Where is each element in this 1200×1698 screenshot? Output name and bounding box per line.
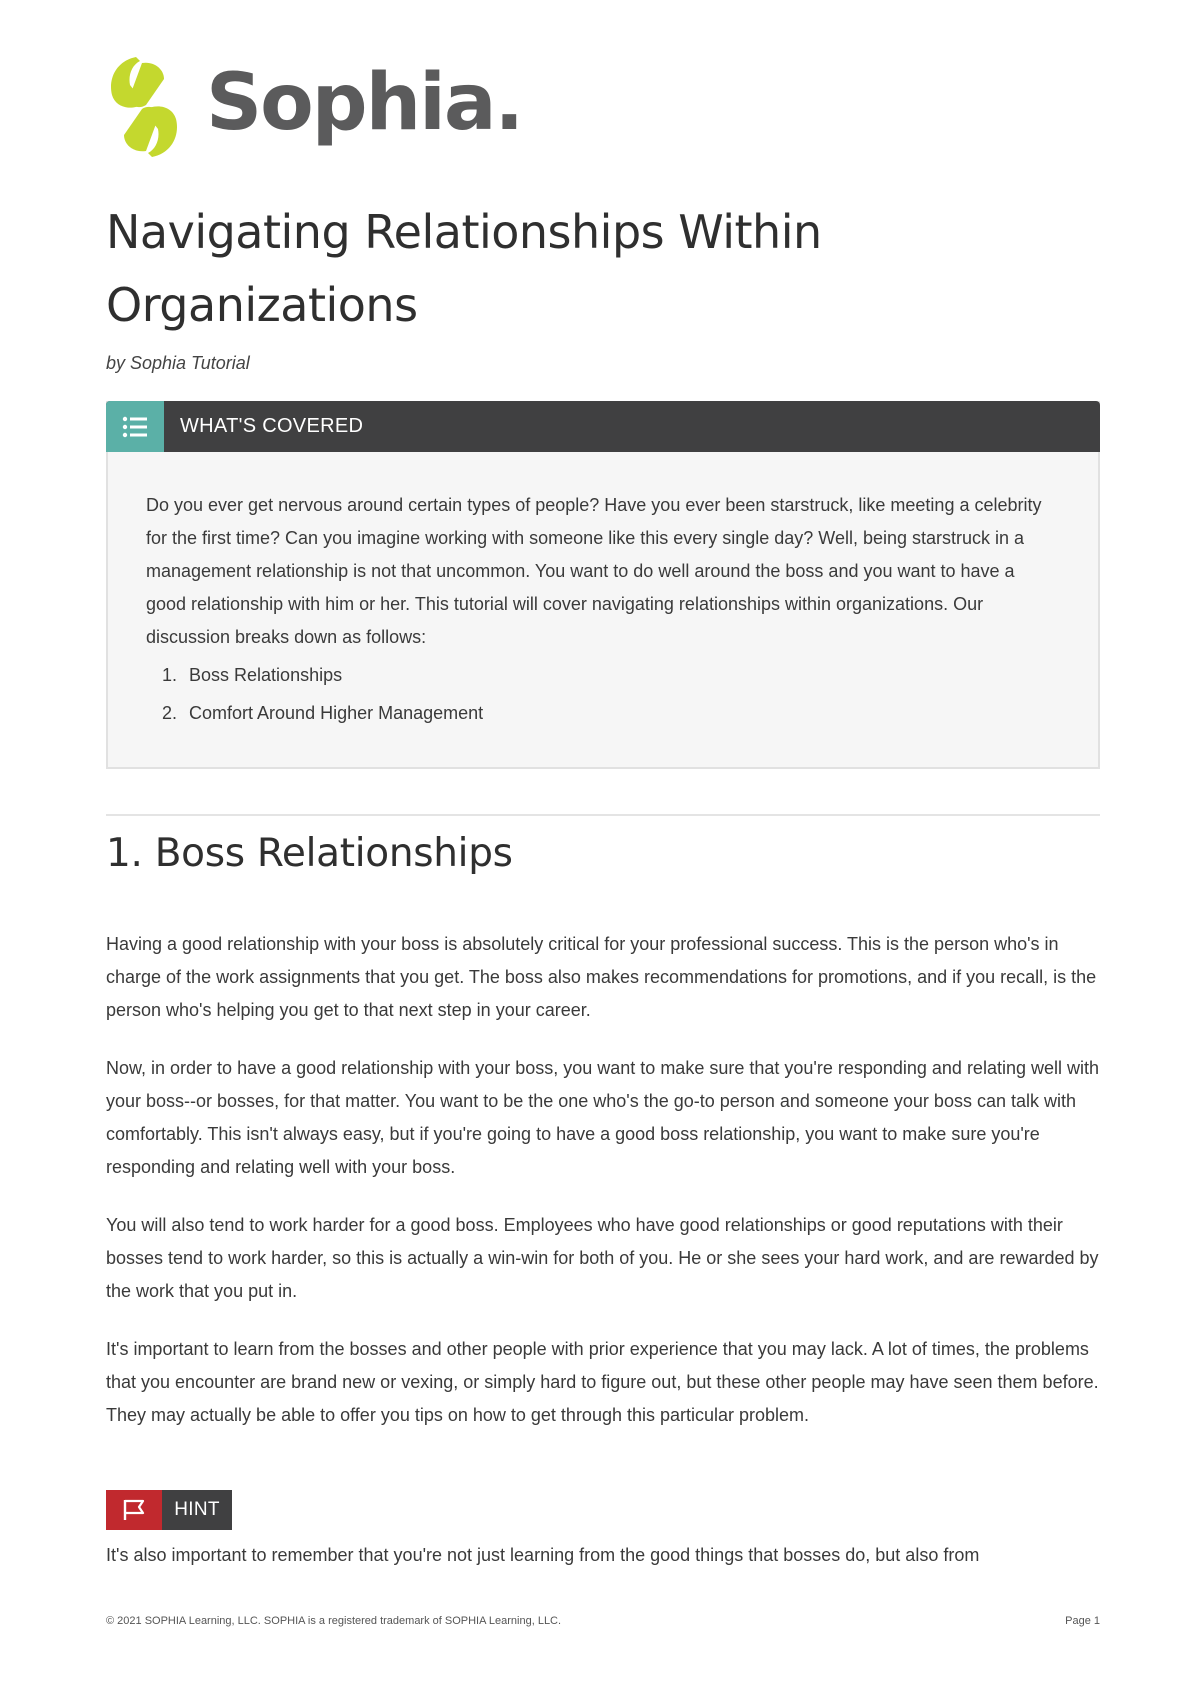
hint-callout bbox=[106, 1490, 232, 1530]
sophia-logo-text: Sophia. bbox=[206, 58, 523, 148]
section-heading-boss-relationships: 1. Boss Relationships bbox=[106, 831, 513, 876]
whats-covered-list bbox=[162, 656, 483, 732]
copyright-notice: © 2021 SOPHIA Learning, LLC. SOPHIA is a registered trademark of SOPHIA Learning, LLC. bbox=[106, 1615, 562, 1627]
list-item: 2. Comfort Around Higher Management bbox=[162, 703, 484, 723]
sophia-logo bbox=[106, 54, 522, 160]
hint-text: It's also important to remember that you're not just learning from the good things that bosses do, but also from bbox=[106, 1545, 980, 1565]
page-number: Page 1 bbox=[1065, 1615, 1100, 1627]
paragraph: You will also tend to work harder for a good boss. Employees who have good relationships or good reputations with their bosses tend to work harder, so this is actually a win-win for both of you. He or she sees your hard work, and are rewarded by the work that you put in. bbox=[106, 1215, 1099, 1301]
section-divider bbox=[106, 814, 1100, 816]
flag-icon bbox=[106, 1490, 162, 1530]
hint-label: HINT bbox=[162, 1490, 232, 1530]
page-footer bbox=[106, 1615, 1100, 1627]
whats-covered-label: WHAT'S COVERED bbox=[180, 415, 364, 437]
list-icon bbox=[106, 401, 164, 452]
whats-covered-header bbox=[106, 401, 1100, 452]
whats-covered-box bbox=[106, 401, 1100, 769]
paragraph: Having a good relationship with your boss is absolutely critical for your professional success. This is the person who's in charge of the work assignments that you get. The boss also makes recommendations for promotions, and if you recall, is the person who's helping you get to that next step in your career. bbox=[106, 934, 1097, 1020]
list-item: 1. Boss Relationships bbox=[162, 665, 343, 685]
page-title: Navigating Relationships Within Organizations bbox=[106, 205, 822, 332]
whats-covered-text: Do you ever get nervous around certain types of people? Have you ever been starstruck, like meeting a celebrity for the first time? Can you imagine working with someone like this every single day? Well, being starstruck in a management relationship is not that uncommon. You want to do well around the boss and you want to have a good relationship with him or her. This tutorial will cover navigating relationships within organizations. Our discussion breaks down as follows: bbox=[146, 495, 1042, 647]
paragraph: Now, in order to have a good relationship with your boss, you want to make sure that you're responding and relating well with your boss--or bosses, for that matter. You want to be the one who's the go-to person and someone your boss can talk with comfortably. This isn't always easy, but if you're going to have a good boss relationship, you want to make sure you're responding and relating well with your boss. bbox=[106, 1058, 1099, 1177]
byline: by Sophia Tutorial bbox=[106, 353, 250, 373]
paragraph: It's important to learn from the bosses and other people with prior experience that you may lack. A lot of times, the problems that you encounter are brand new or vexing, or simply hard to figure out, but these other people may have seen them before. They may actually be able to offer you tips on how to get through this particular problem. bbox=[106, 1339, 1099, 1425]
sophia-logo-mark-icon bbox=[106, 55, 182, 159]
